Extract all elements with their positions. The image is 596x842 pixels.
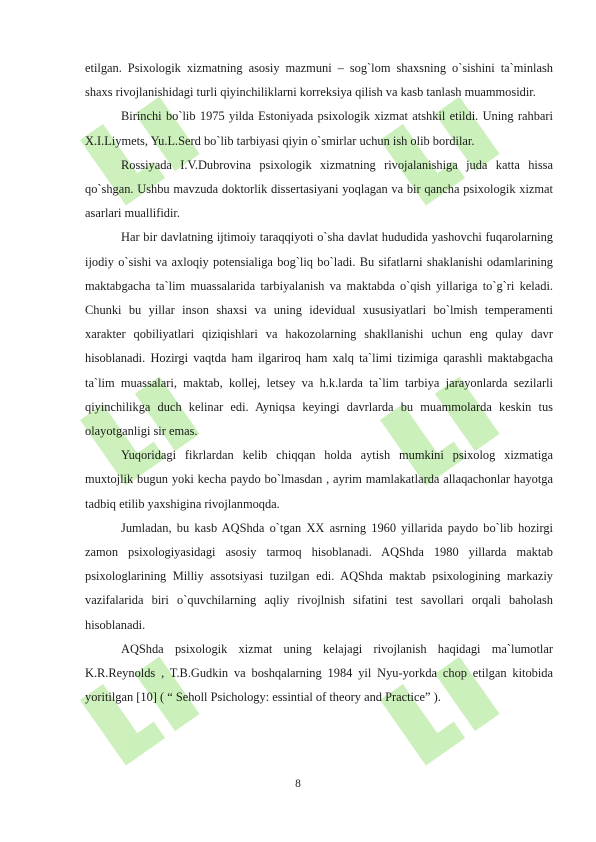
paragraph: Jumladan, bu kasb AQShda o`tgan XX asrning 1960 yillarida paydo bo`lib hozirgi zamon psixologiyasidagi asosiy tarmoq hisoblanadi. AQShda 1980 yillarda maktab psixologlarining Milliy assotsiyasi tuzilgan edi. AQShda maktab psixologining markaziy vazifalarida biri o`quvchilarning aqliy rivojlnish sifatini test savollari orqali baholash hisoblanadi.	[85, 520, 553, 632]
page-number: 8	[295, 778, 301, 790]
paragraph: Rossiyada I.V.Dubrovina psixologik xizmatning rivojalanishiga juda katta hissa qo`shgan. Ushbu mavzuda doktorlik dissertasiyani yoqlagan va bir qancha psixologik xizmat asarlari muallifidir.	[85, 157, 553, 221]
paragraph: Har bir davlatning ijtimoiy taraqqiyoti o`sha davlat hududida yashovchi fuqarolarning ijodiy o`sishi va axloqiy potensialiga bog`liq bo`ladi. Bu sifatlarni shaklanishi odamlarining maktabgacha ta`lim muassalarida tarbiyalanish va maktabda o`qish yillariga to`g`ri keladi. Chunki bu yillar inson shaxsi va uning idevidual xususiyatlari bo`lmish temperamenti xarakter qobiliyatlari qiziqishlari va hakozolarning shakllanishi uchun eng qulay davr hisoblanadi. Hozirgi vaqtda ham ilgariroq ham xalq ta`limi tizimiga qarashli maktabgacha ta`lim muassalari, maktab, kollej, letsey va h.k.larda ta`lim tarbiya jarayonlarda sezilarli qiyinchilikga duch kelinar edi. Ayniqsa keyingi davrlarda bu muammolarda keskin tus olayotganligi sir emas.	[85, 230, 553, 439]
paragraph: Birinchi bo`lib 1975 yilda Estoniyada psixologik xizmat atshkil etildi. Uning rahbari X.I.Liymets, Yu.L.Serd bo`lib tarbiyasi qiyin o`smirlar uchun ish olib bordilar.	[85, 109, 553, 148]
body-text	[85, 56, 553, 709]
paragraph: AQShda psixologik xizmat uning kelajagi rivojlanish haqidagi ma`lumotlar K.R.Reynolds , T.B.Gudkin va boshqalarning 1984 yil Nyu-yorkda chop etilgan kitobida yoritilgan [10] ( “ Seholl Psichology: essintial of theory and Practice” ).	[85, 641, 553, 705]
paragraph: Yuqoridagi fikrlardan kelib chiqqan holda aytish mumkini psixolog xizmatiga muxtojlik bugun yoki kecha paydo bo`lmasdan , ayrim mamlakatlarda allaqachonlar hayotga tadbiq etilib yaxshigina rivojlanmoqda.	[85, 448, 553, 511]
paragraph: etilgan. Psixologik xizmatning asosiy mazmuni – sog`lom shaxsning o`sishini ta`minlash shaxs rivojlanishidagi turli qiyinchiliklarni korreksiya qilish va kasb tanlash muammosidir.	[85, 61, 553, 100]
